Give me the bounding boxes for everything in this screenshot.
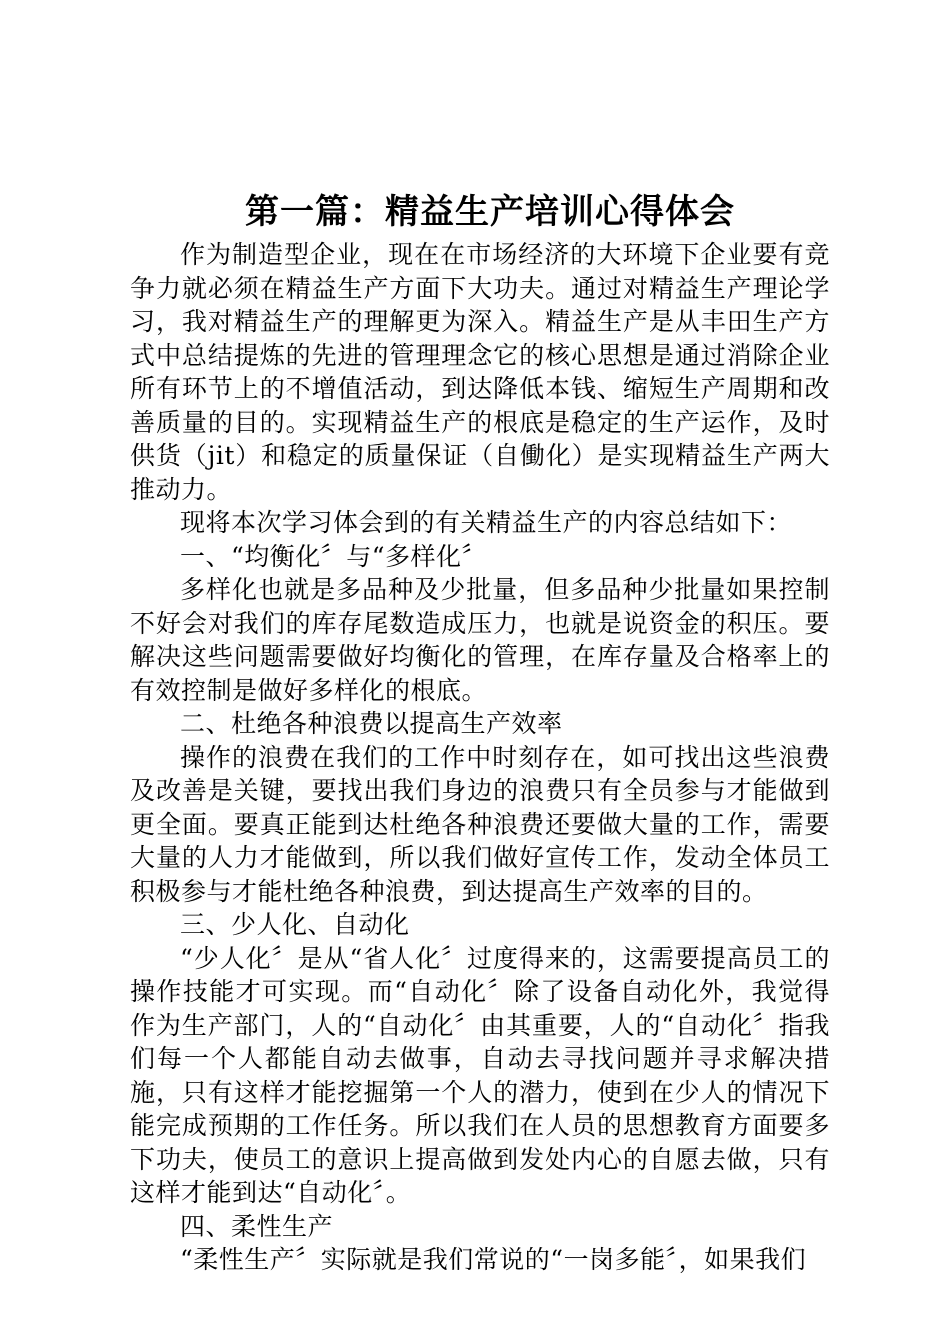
- section-body-4: “柔性生产〞实际就是我们常说的“一岗多能〞，如果我们: [180, 1245, 807, 1274]
- section-heading-2: 二、杜绝各种浪费以提高生产效率: [180, 709, 563, 738]
- section-heading-4: 四、柔性生产: [180, 1211, 334, 1241]
- document-title: 第一篇：精益生产培训心得体会: [245, 192, 735, 232]
- document-page: [130, 190, 830, 1277]
- section-body-1: 多样化也就是多品种及少批量，但多品种少批量如果控制不好会对我们的库存尾数造成压力，也就是说资金的积压。要解决这些问题需要做好均衡化的管理，在库存量及合格率上的有效控制是做好多样化的根底。: [130, 575, 830, 705]
- intro-paragraph: 作为制造型企业，现在在市场经济的大环境下企业要有竞争力就必须在精益生产方面下大功夫。通过对精益生产理论学习，我对精益生产的理解更为深入。精益生产是从丰田生产方式中总结提炼的先进的管理理念它的核心思想是通过消除企业所有环节上的不增值活动，到达降低本钱、缩短生产周期和改善质量的目的。实现精益生产的根底是稳定的生产运作，及时供货（jit）和稳定的质量保证（自働化）是实现精益生产两大推动力。: [130, 240, 830, 504]
- section-heading-1: 一、“均衡化〞与“多样化〞: [180, 541, 488, 571]
- section-heading-3: 三、少人化、自动化: [180, 910, 410, 939]
- section-body-3: “少人化〞是从“省人化〞过度得来的，这需要提高员工的操作技能才可实现。而“自动化〞除了设备自动化外，我觉得作为生产部门，人的“自动化〞由其重要，人的“自动化〞指我们每一个人都能自动去做事，自动去寻找问题并寻求解决措施，只有这样才能挖掘第一个人的潜力，使到在少人的情况下能完成预期的工作任务。所以我们在人员的思想教育方面要多下功夫，使员工的意识上提高做到发处内心的自愿去做，只有这样才能到达“自动化〞。: [130, 943, 830, 1207]
- summary-intro-paragraph: 现将本次学习体会到的有关精益生产的内容总结如下：: [180, 508, 793, 537]
- section-body-2: 操作的浪费在我们的工作中时刻存在，如可找出这些浪费及改善是关键，要找出我们身边的浪费只有全员参与才能做到更全面。要真正能到达杜绝各种浪费还要做大量的工作，需要大量的人力才能做到，所以我们做好宣传工作，发动全体员工积极参与才能杜绝各种浪费，到达提高生产效率的目的。: [130, 742, 830, 906]
